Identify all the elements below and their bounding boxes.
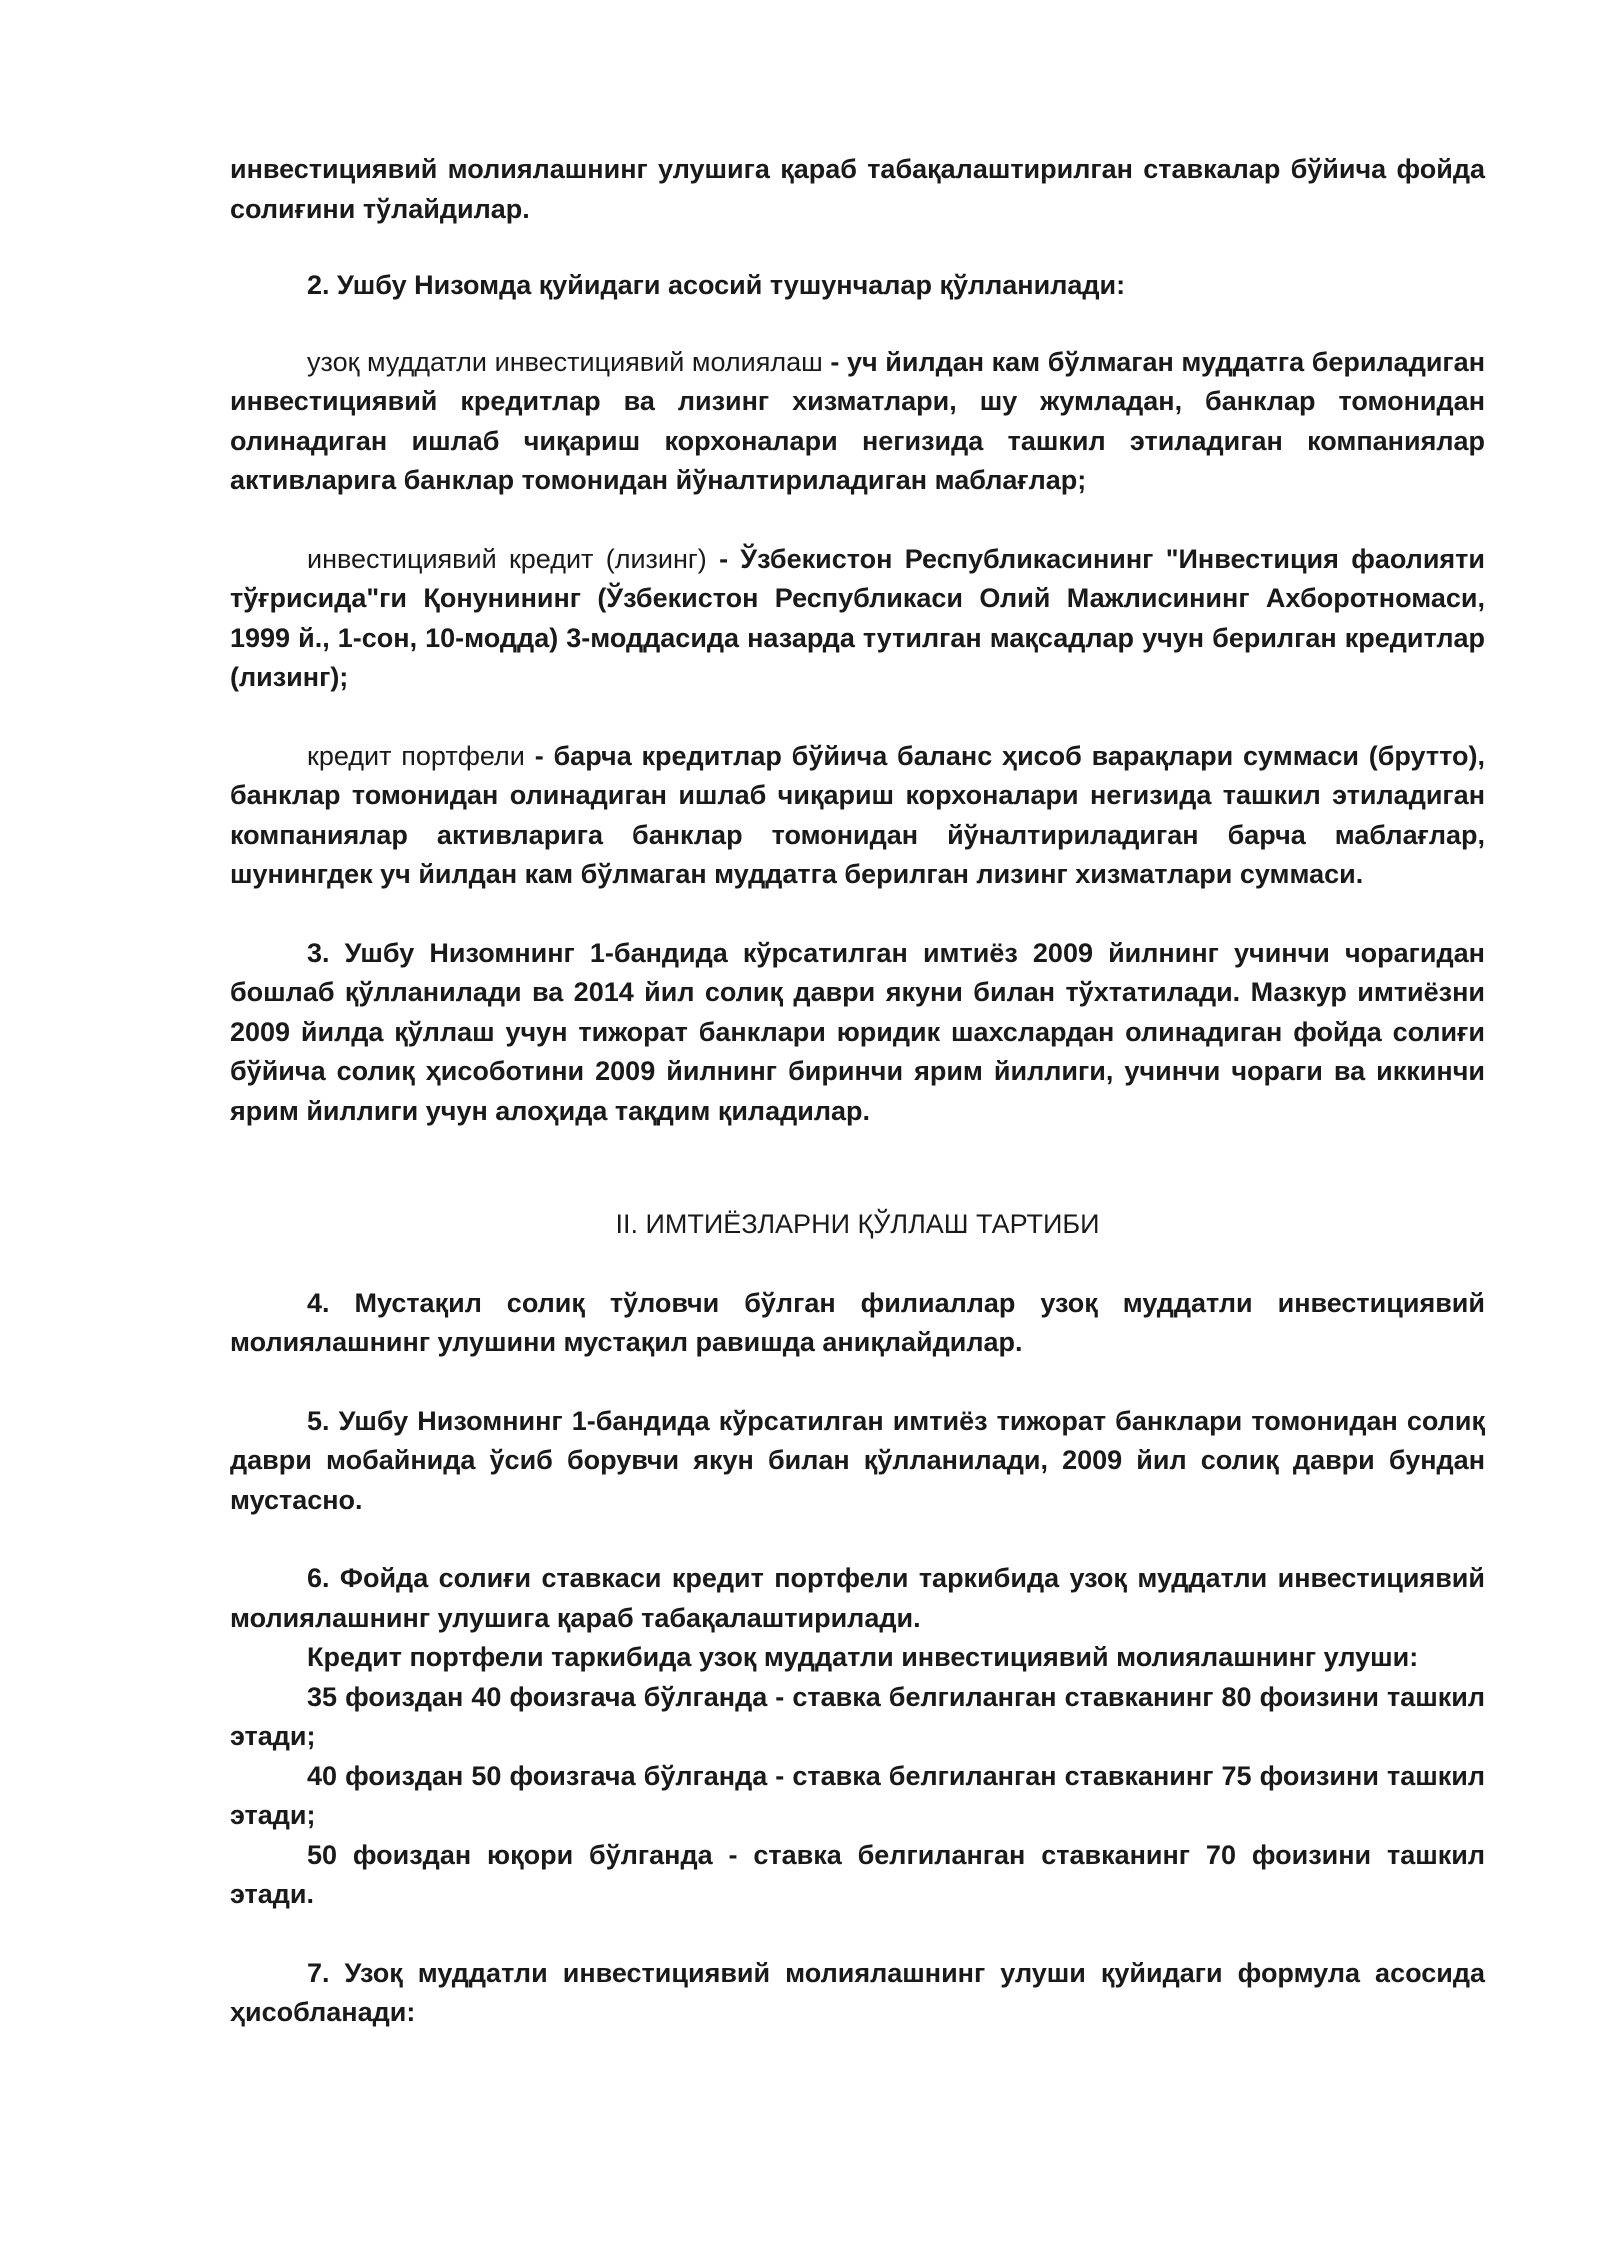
- definition-credit-portfolio: [230, 737, 1485, 895]
- definition-text: - барча кредитлар бўйича баланс ҳисоб варақлари суммаси (брутто), банклар томонидан олинадиган ишлаб чиқариш корхоналари негизида ташкил этиладиган компаниялар активларига банклар томонидан йўналтириладиган барча маблағлар, шунингдек уч йилдан кам бўлмаган муддатга берилган лизинг хизматлари суммаси.: [230, 740, 1485, 889]
- paragraph-6-rate-70: 50 фоиздан юқори бўлганда - ставка белгиланган ставканинг 70 фоизини ташкил этади.: [230, 1839, 1485, 1909]
- paragraph-5: 5. Ушбу Низомнинг 1-бандида кўрсатилган имтиёз тижорат банклари томонидан солиқ даври мобайнида ўсиб борувчи якун билан қўлланилади, 2009 йил солиқ даври бундан мустасно.: [230, 1405, 1485, 1515]
- document-page: [230, 150, 1485, 2033]
- definition-investment-credit: [230, 540, 1485, 698]
- paragraph-6-rate-80: 35 фоиздан 40 фоизгача бўлганда - ставка белгиланган ставканинг 80 фоизини ташкил этади;: [230, 1681, 1485, 1751]
- paragraph-6-intro: Кредит портфели таркибида узоқ муддатли инвестициявий молиялашнинг улуши:: [307, 1642, 1419, 1672]
- paragraph-2: 2. Ушбу Низомда қуйидаги асосий тушунчалар қўлланилади:: [307, 270, 1126, 300]
- definition-text: - уч йилдан кам бўлмаган муддатга бериладиган инвестициявий кредитлар ва лизинг хизматлари, шу жумладан, банклар томонидан олинадиган ишлаб чиқариш корхоналари негизида ташкил этиладиган компаниялар активларига банклар томонидан йўналтириладиган маблағлар;: [230, 346, 1485, 495]
- section-title: II. ИМТИЁЗЛАРНИ ҚЎЛЛАШ ТАРТИБИ: [615, 1209, 1100, 1239]
- definition-long-term-financing: [230, 343, 1485, 501]
- paragraph-continuation: инвестициявий молиялашнинг улушига қараб табақалаштирилган ставкалар бўйича фойда солиғини тўлайдилар.: [230, 154, 1485, 224]
- definition-term: узоқ муддатли инвестициявий молиялаш: [307, 346, 823, 377]
- paragraph-3: 3. Ушбу Низомнинг 1-бандида кўрсатилган имтиёз 2009 йилнинг учинчи чорагидан бошлаб қўлланилади ва 2014 йил солиқ даври якуни билан тўхтатилади. Мазкур имтиёзни 2009 йилда қўллаш учун тижорат банклари юридик шахслардан олинадиган фойда солиғи бўйича солиқ ҳисоботини 2009 йилнинг биринчи ярим йиллиги, учинчи чораги ва иккинчи ярим йиллиги учун алоҳида тақдим қиладилар.: [230, 937, 1485, 1126]
- paragraph-6-rate-75: 40 фоиздан 50 фоизгача бўлганда - ставка белгиланган ставканинг 75 фоизини ташкил этади;: [230, 1760, 1485, 1830]
- definition-term: кредит портфели: [307, 740, 525, 771]
- paragraph-7: 7. Узоқ муддатли инвестициявий молиялашнинг улуши қуйидаги формула асосида ҳисобланади:: [230, 1957, 1485, 2027]
- paragraph-6: 6. Фойда солиғи ставкаси кредит портфели таркибида узоқ муддатли инвестициявий молиялашнинг улушига қараб табақалаштирилади.: [230, 1563, 1485, 1633]
- paragraph-4: 4. Мустақил солиқ тўловчи бўлган филиаллар узоқ муддатли инвестициявий молиялашнинг улушини мустақил равишда аниқлайдилар.: [230, 1287, 1485, 1357]
- definition-term: инвестициявий кредит (лизинг): [307, 543, 707, 574]
- definition-text: - Ўзбекистон Республикасининг "Инвестиция фаолияти тўғрисида"ги Қонунининг (Ўзбекистон Республикаси Олий Мажлисининг Ахборотномаси, 1999 й., 1-сон, 10-модда) 3-моддасида назарда тутилган мақсадлар учун берилган кредитлар (лизинг);: [230, 543, 1485, 692]
